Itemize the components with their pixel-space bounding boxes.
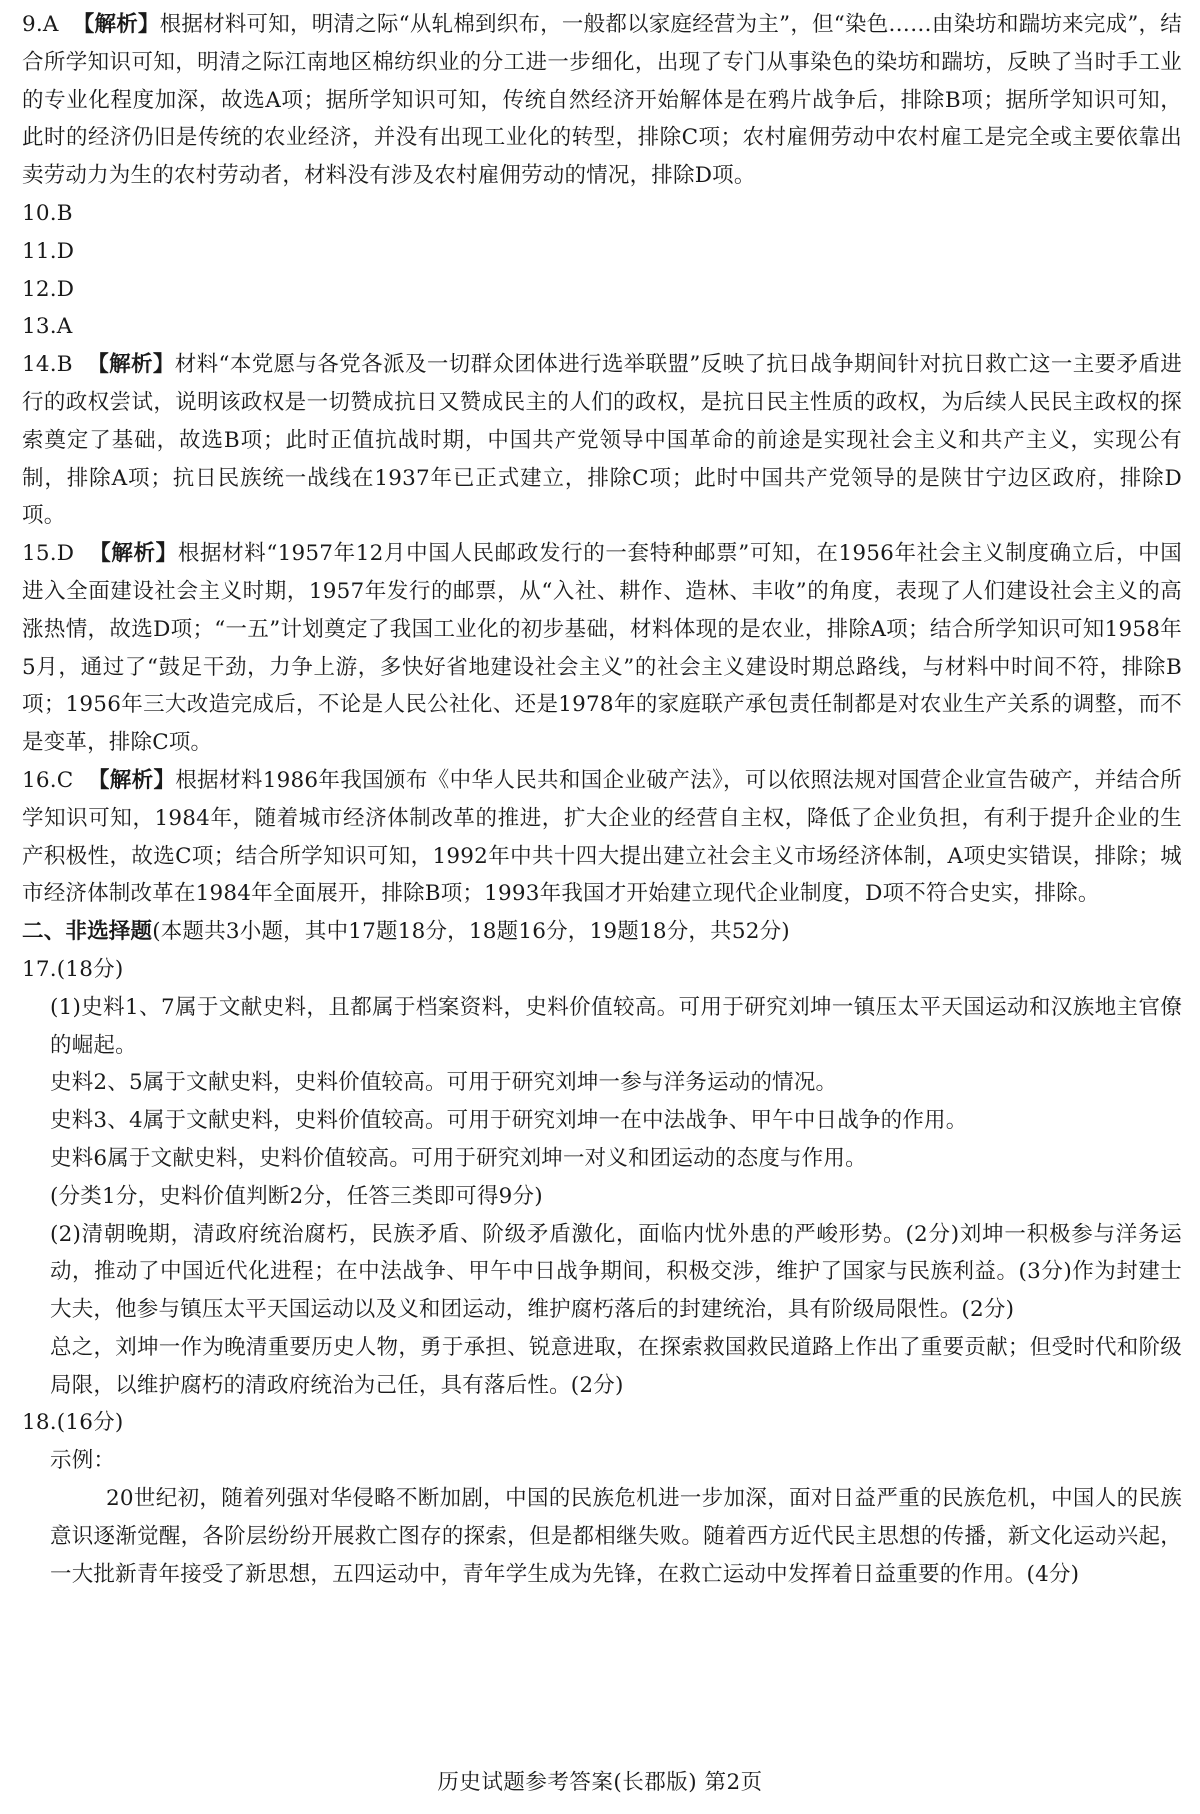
answer-q9 <box>22 6 1182 195</box>
question-number: 9.A <box>22 12 59 37</box>
answer-q11: 11.D <box>22 238 75 264</box>
q17-scoring-note: (分类1分，史料价值判断2分，任答三类即可得9分) <box>50 1183 543 1209</box>
question-number: 14.B <box>22 352 73 378</box>
q17-line: (2)清朝晚期，清政府统治腐朽，民族矛盾、阶级矛盾激化，面临内忧外患的严峻形势。(2分)刘坤一积极参与洋务运动，推动了中国近代化进程；在中法战争、甲午中日战争期间，积极交涉，维护了国家与民族利益。(3分)作为封建士大夫，他参与镇压太平天国运动以及义和团运动，维护腐朽落后的封建统治，具有阶级局限性。(2分) <box>50 1221 1182 1323</box>
section-description: (本题共3小题，其中17题18分，18题16分，19题18分，共52分) <box>152 919 790 945</box>
question-number: 15.D <box>22 541 75 567</box>
analysis-tag: 【解析】 <box>87 352 175 378</box>
analysis-tag: 【解析】 <box>89 541 178 567</box>
q17-line: 史料6属于文献史料，史料价值较高。可用于研究刘坤一对义和团运动的态度与作用。 <box>50 1145 867 1171</box>
q17-line: 史料2、5属于文献史料，史料价值较高。可用于研究刘坤一参与洋务运动的情况。 <box>50 1070 838 1096</box>
page-footer: 历史试题参考答案(长郡版) 第2页 <box>437 1770 763 1795</box>
answer-q10: 10.B <box>22 200 73 226</box>
analysis-tag: 【解析】 <box>72 12 160 37</box>
section-title: 二、非选择题 <box>22 919 153 945</box>
q17-heading: 17.(18分) <box>22 956 124 982</box>
analysis-tag: 【解析】 <box>87 767 176 793</box>
answer-q16 <box>22 762 1182 913</box>
section-heading <box>22 913 1182 951</box>
q17-line: (1)史料1、7属于文献史料，且都属于档案资料，史料价值较高。可用于研究刘坤一镇压太平天国运动和汉族地主官僚的崛起。 <box>50 994 1182 1058</box>
answer-q14 <box>22 346 1182 535</box>
answer-page <box>22 6 1182 1593</box>
analysis-text: 根据材料可知，明清之际“从轧棉到织布，一般都以家庭经营为主”，但“染色……由染坊和踹坊来完成”，结合所学知识可知，明清之际江南地区棉纺织业的分工进一步细化，出现了专门从事染色的染坊和踹坊，反映了当时手工业的专业化程度加深，故选A项；据所学知识可知，传统自然经济开始解体是在鸦片战争后，排除B项；据所学知识可知，此时的经济仍旧是传统的农业经济，并没有出现工业化的转型，排除C项；农村雇佣劳动中农村雇工是完全或主要依靠出卖劳动力为生的农村劳动者，材料没有涉及农村雇佣劳动的情况，排除D项。 <box>22 12 1182 189</box>
question-number: 16.C <box>22 767 74 793</box>
answer-q13: 13.A <box>22 314 73 340</box>
q18-example-paragraph: 20世纪初，随着列强对华侵略不断加剧，中国的民族危机进一步加深，面对日益严重的民族危机，中国人的民族意识逐渐觉醒，各阶层纷纷开展救亡图存的探索，但是都相继失败。随着西方近代民主思想的传播，新文化运动兴起，一大批新青年接受了新思想，五四运动中，青年学生成为先锋，在救亡运动中发挥着日益重要的作用。(4分) <box>50 1486 1182 1587</box>
analysis-text: 根据材料“1957年12月中国人民邮政发行的一套特种邮票”可知，在1956年社会主义制度确立后，中国进入全面建设社会主义时期，1957年发行的邮票，从“入社、耕作、造林、丰收”的角度，表现了人们建设社会主义的高涨热情，故选D项；“一五”计划奠定了我国工业化的初步基础，材料体现的是农业，排除A项；结合所学知识可知1958年5月，通过了“鼓足干劲，力争上游，多快好省地建设社会主义”的社会主义建设时期总路线，与材料中时间不符，排除B项；1956年三大改造完成后，不论是人民公社化、还是1978年的家庭联产承包责任制都是对农业生产关系的调整，而不是变革，排除C项。 <box>22 541 1182 756</box>
answer-q12: 12.D <box>22 276 75 302</box>
q17-line: 史料3、4属于文献史料，史料价值较高。可用于研究刘坤一在中法战争、甲午中日战争的作用。 <box>50 1108 968 1134</box>
q18-heading: 18.(16分) <box>22 1410 124 1436</box>
analysis-text: 材料“本党愿与各党各派及一切群众团体进行选举联盟”反映了抗日战争期间针对抗日救亡这一主要矛盾进行的政权尝试，说明该政权是一切赞成抗日又赞成民主的人们的政权，是抗日民主性质的政权，为后续人民民主政权的探索奠定了基础，故选B项；此时正值抗战时期，中国共产党领导中国革命的前途是实现社会主义和共产主义，实现公有制，排除A项；抗日民族统一战线在1937年已正式建立，排除C项；此时中国共产党领导的是陕甘宁边区政府，排除D项。 <box>22 352 1182 529</box>
answer-q15 <box>22 535 1182 762</box>
q17-line: 总之，刘坤一作为晚清重要历史人物，勇于承担、锐意进取，在探索救国救民道路上作出了重要贡献；但受时代和阶级局限，以维护腐朽的清政府统治为己任，具有落后性。(2分) <box>50 1334 1182 1398</box>
analysis-text: 根据材料1986年我国颁布《中华人民共和国企业破产法》，可以依照法规对国营企业宣告破产，并结合所学知识可知，1984年，随着城市经济体制改革的推进，扩大企业的经营自主权，降低了企业负担，有利于提升企业的生产积极性，故选C项；结合所学知识可知，1992年中共十四大提出建立社会主义市场经济体制，A项史实错误，排除；城市经济体制改革在1984年全面展开，排除B项；1993年我国才开始建立现代企业制度，D项不符合史实，排除。 <box>22 767 1182 907</box>
q18-example-label: 示例： <box>50 1448 116 1474</box>
